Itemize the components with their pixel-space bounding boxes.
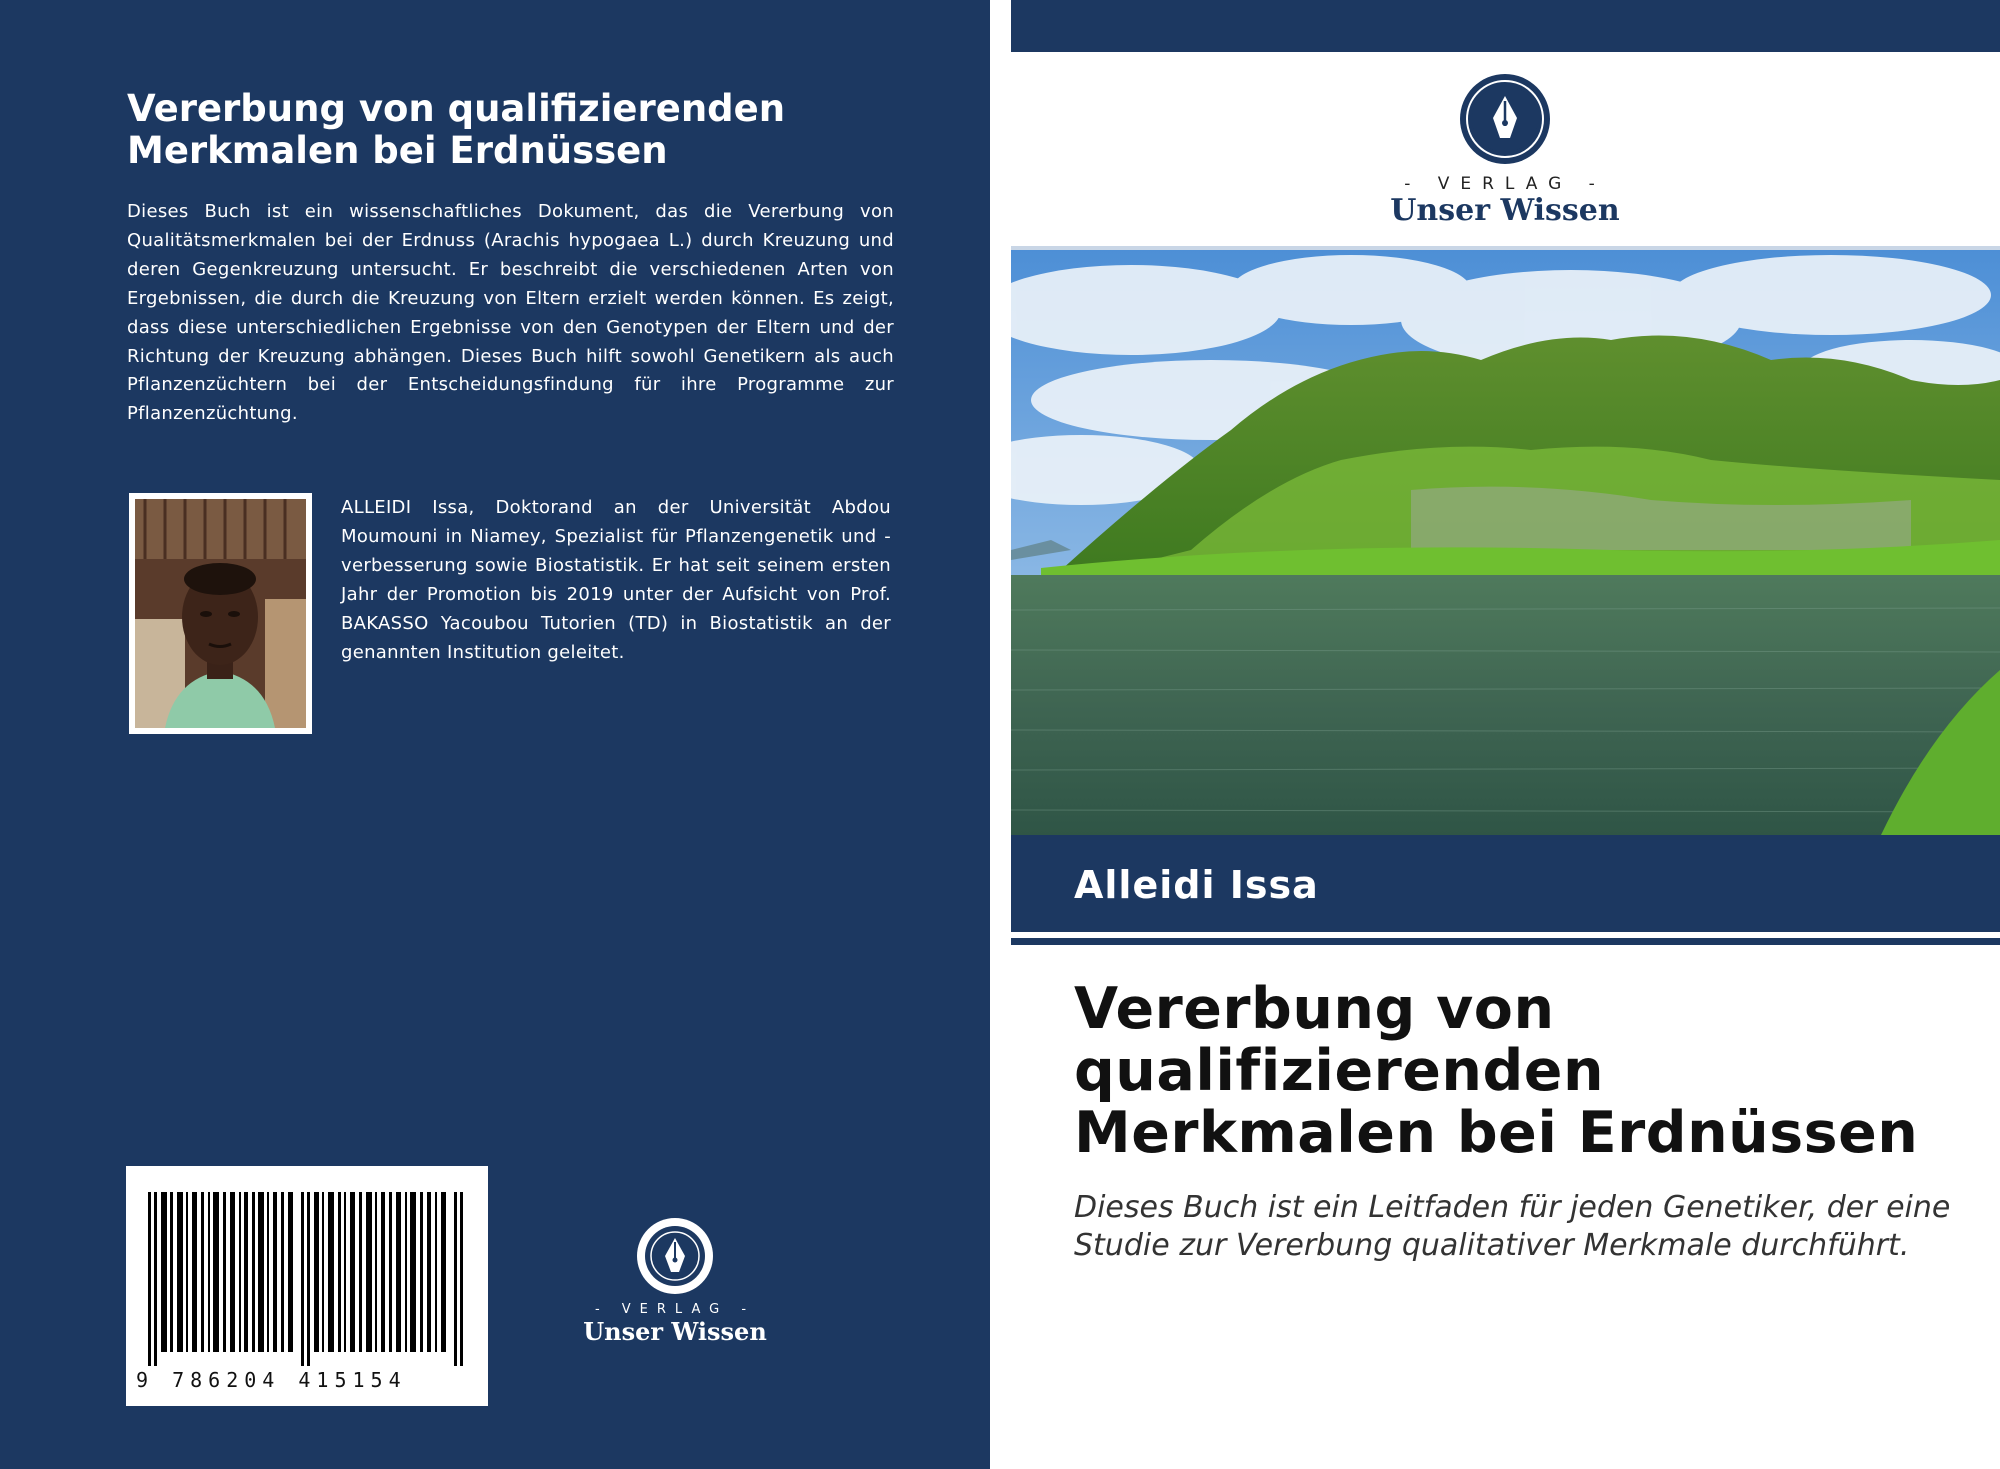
author-photo <box>129 493 312 734</box>
barcode <box>126 1166 488 1406</box>
front-cover <box>1011 0 2000 1469</box>
front-publisher-logo <box>1345 72 1665 228</box>
spine <box>990 0 1010 1469</box>
cover-landscape-photo <box>1011 250 2000 835</box>
band-rule <box>1011 938 2000 945</box>
front-top-bar <box>1011 0 2000 52</box>
back-logo-verlag: - VERLAG - <box>594 1302 756 1317</box>
isbn-digits: 9 786204 415154 <box>136 1368 407 1392</box>
author-bio: ALLEIDI Issa, Doktorand an der Universität Abdou Moumouni in Niamey, Spezialist für Pflanzengenetik und -verbesserung sowie Biostatistik. Er hat seit seinem ersten Jahr der Promotion bis 2019 unter der Aufsicht von Prof. BAKASSO Yacoubou Tutorien (TD) in Biostatistik an der genannten Institution geleitet. <box>341 497 891 663</box>
barcode-bars <box>146 1192 468 1366</box>
back-publisher-logo <box>580 1216 770 1346</box>
front-cover-subtitle: Dieses Buch ist ein Leitfaden für jeden Genetiker, der eine Studie zur Vererbung qualitativer Merkmale durchführt. <box>1074 1190 1951 1263</box>
fountain-pen-nib-icon <box>635 1216 715 1296</box>
back-cover <box>0 0 990 1469</box>
author-band <box>1011 835 2000 932</box>
front-logo-verlag: - VERLAG - <box>1404 174 1606 194</box>
fountain-pen-nib-icon <box>1458 72 1552 166</box>
front-cover-title: Vererbung von qualifizierenden Merkmalen bei Erdnüssen <box>1074 976 1919 1166</box>
back-logo-name: Unser Wissen <box>583 1317 767 1346</box>
back-cover-blurb: Dieses Buch ist ein wissenschaftliches Dokument, das die Vererbung von Qualitätsmerkmalen bei der Erdnuss (Arachis hypogaea L.) durch Kreuzung und deren Gegenkreuzung untersucht. Er beschreibt die verschiedenen Arten von Ergebnissen, die durch die Kreuzung von Eltern erzielt werden können. Es zeigt, dass diese unterschiedlichen Ergebnisse von den Genotypen der Eltern und der Richtung der Kreuzung abhängen. Dieses Buch hilft sowohl Genetikern als auch Pflanzenzüchtern bei der Entscheidungsfindung für ihre Programme zur Pflanzenzüchtung. <box>127 201 894 425</box>
front-logo-name: Unser Wissen <box>1390 193 1620 228</box>
author-portrait-image <box>135 499 306 728</box>
back-cover-title: Vererbung von qualifizierenden Merkmalen bei Erdnüssen <box>127 87 786 172</box>
author-name: Alleidi Issa <box>1074 863 1319 907</box>
